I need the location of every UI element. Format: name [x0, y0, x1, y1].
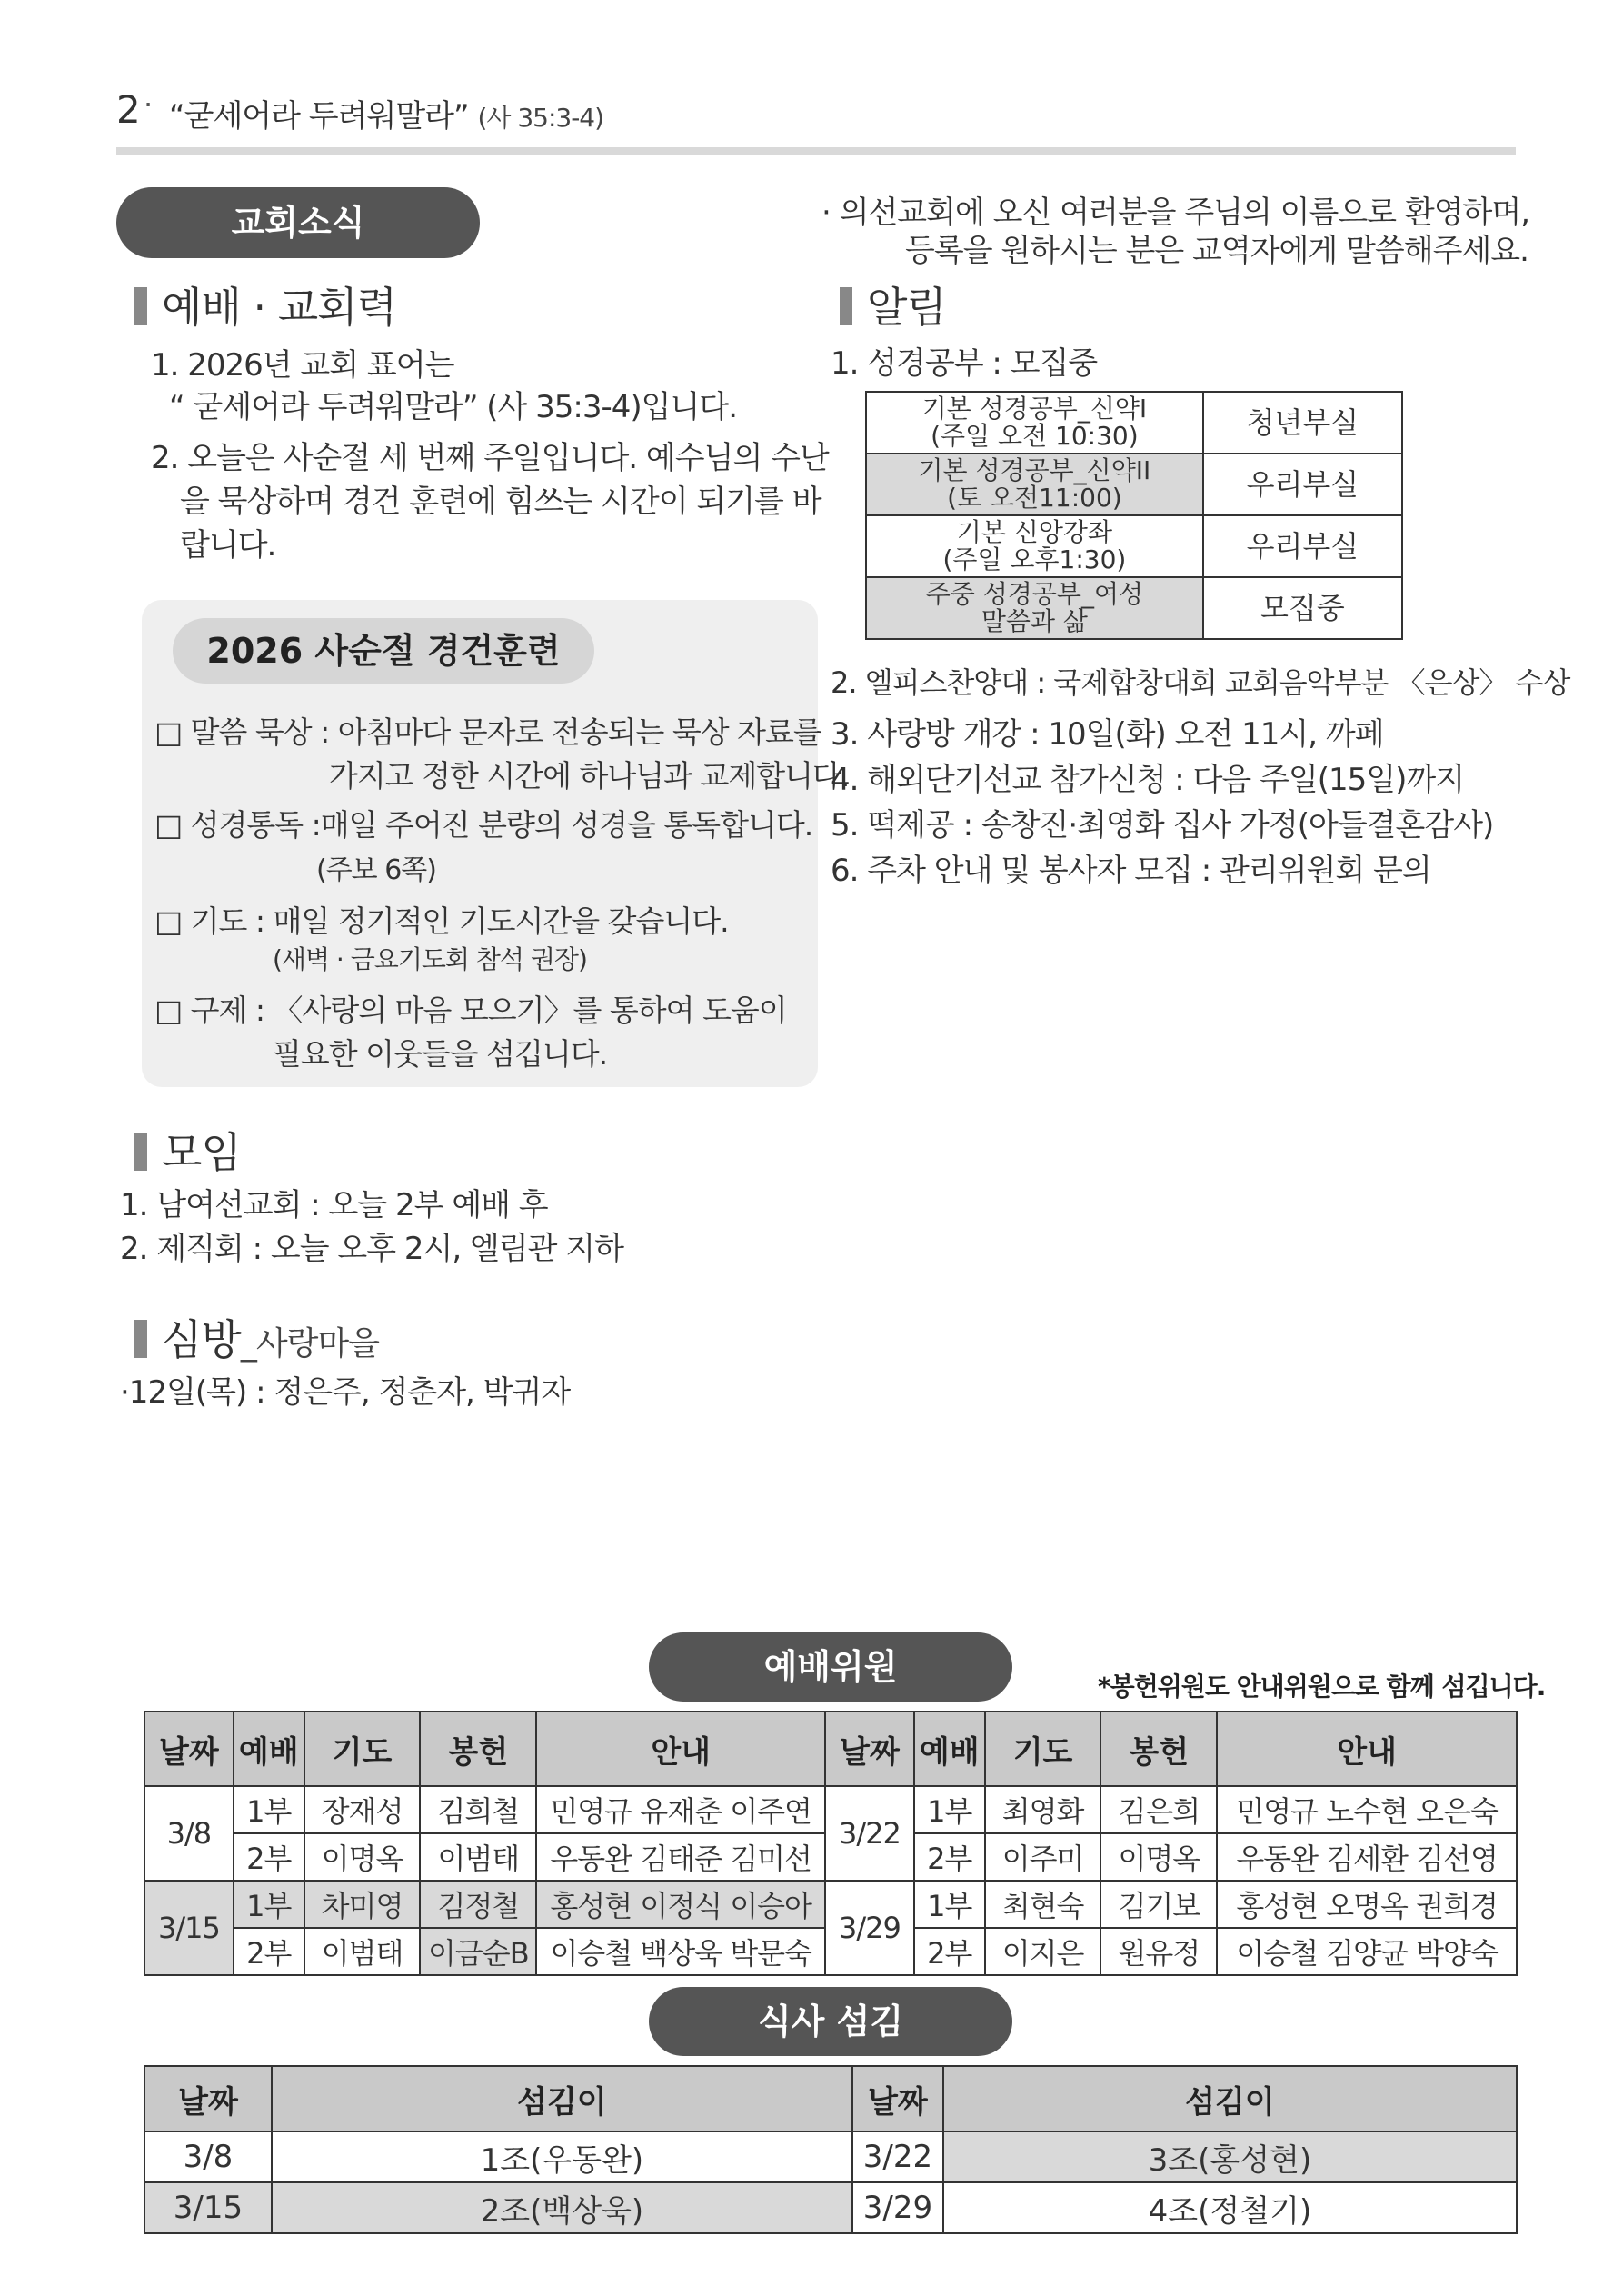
guide-cell: 민영규 유재춘 이주연	[536, 1786, 825, 1833]
heading-bar	[134, 1320, 147, 1358]
course-name: 기본 성경공부_신약II	[918, 455, 1151, 485]
motto-text: “굳세어라 두려워말라”	[169, 98, 469, 135]
column-header: 안내	[536, 1712, 825, 1786]
column-header: 안내	[1217, 1712, 1517, 1786]
worship-committee-table	[144, 1711, 1518, 1976]
table-header-row	[144, 1712, 1517, 1786]
course-time: (주일 오전 10:30)	[931, 421, 1139, 451]
study-place: 우리부실	[1203, 515, 1402, 577]
column-header: 봉헌	[420, 1712, 536, 1786]
service-cell: 2부	[914, 1928, 985, 1975]
service-cell: 1부	[234, 1786, 304, 1833]
offering-cell: 이명옥	[1100, 1833, 1217, 1881]
page-number: 2	[116, 87, 141, 132]
date-cell: 3/15	[144, 2182, 272, 2233]
notice-item2: 2. 엘피스찬양대 : 국제합창대회 교회음악부분 〈은상〉 수상	[831, 665, 1570, 700]
header-motto	[169, 91, 603, 135]
training-relief-line2: 필요한 이웃들을 섬깁니다.	[273, 1036, 608, 1072]
table-row	[144, 1786, 1517, 1833]
guide-cell: 이승철 김양균 박양숙	[1217, 1928, 1517, 1975]
column-header: 섬김이	[272, 2066, 852, 2131]
study-course	[866, 515, 1203, 577]
team-cell: 1조(우동완)	[272, 2131, 852, 2182]
training-relief-line1: □ 구제 : 〈사랑의 마음 모으기〉를 통하여 도움이	[154, 993, 787, 1028]
column-header: 기도	[985, 1712, 1101, 1786]
calendar-item2-line1: 2. 오늘은 사순절 세 번째 주일입니다. 예수님의 수난	[151, 440, 829, 476]
notices-heading	[840, 275, 946, 334]
table-row	[144, 2131, 1517, 2182]
heading-bar	[840, 287, 852, 325]
welcome-line2: 등록을 원하시는 분은 교역자에게 말씀해주세요.	[905, 233, 1528, 269]
header-divider	[116, 147, 1516, 155]
date-cell: 3/22	[852, 2131, 943, 2182]
study-course	[866, 392, 1203, 454]
worship-committee-note: *봉헌위원도 안내위원으로 함께 섬깁니다.	[1098, 1672, 1546, 1702]
guide-cell: 우동완 김태준 김미선	[536, 1833, 825, 1881]
training-bible-line2: (주보 6쪽)	[316, 854, 436, 886]
calendar-item2-line3: 랍니다.	[180, 527, 276, 564]
heading-bar	[134, 1133, 147, 1171]
course-time: (주일 오후1:30)	[942, 544, 1127, 574]
study-place: 청년부실	[1203, 392, 1402, 454]
prayer-cell: 이명옥	[304, 1833, 421, 1881]
training-word-line1: □ 말씀 묵상 : 아침마다 문자로 전송되는 묵상 자료를	[154, 714, 821, 750]
table-row	[866, 454, 1402, 515]
column-header: 예배	[914, 1712, 985, 1786]
heading-text: 모임	[162, 1128, 241, 1177]
column-header: 날짜	[144, 1712, 234, 1786]
visitation-item1: ·12일(목) : 정은주, 정춘자, 박귀자	[120, 1374, 571, 1411]
meal-service-title: 식사 섬김	[649, 1987, 1012, 2056]
heading-text: 알림	[867, 283, 946, 332]
training-prayer-line1: □ 기도 : 매일 정기적인 기도시간을 갖습니다.	[154, 903, 729, 939]
table-row	[144, 1881, 1517, 1928]
training-word-line2: 가지고 정한 시간에 하나님과 교제합니다.	[329, 758, 850, 794]
visitation-sub: _사랑마을	[240, 1325, 379, 1363]
study-course	[866, 577, 1203, 639]
heading-bar	[134, 287, 147, 325]
study-place: 우리부실	[1203, 454, 1402, 515]
service-cell: 2부	[234, 1833, 304, 1881]
training-bible-line1: □ 성경통독 :매일 주어진 분량의 성경을 통독합니다.	[154, 807, 813, 843]
study-course	[866, 454, 1203, 515]
date-cell: 3/22	[825, 1786, 914, 1881]
header-separator: ·	[144, 87, 154, 122]
team-cell: 3조(홍성현)	[943, 2131, 1517, 2182]
team-cell: 4조(정철기)	[943, 2182, 1517, 2233]
table-row	[866, 577, 1402, 639]
service-cell: 1부	[914, 1786, 985, 1833]
date-cell: 3/8	[144, 2131, 272, 2182]
motto-reference: (사 35:3-4)	[477, 103, 604, 133]
notice-item6: 6. 주차 안내 및 봉사자 모집 : 관리위원회 문의	[831, 853, 1431, 889]
calendar-item2-line2: 을 묵상하며 경건 훈련에 힘쓰는 시간이 되기를 바	[180, 484, 821, 520]
calendar-item1-line2: “ 굳세어라 두려워말라” (사 35:3-4)입니다.	[169, 389, 738, 425]
service-cell: 2부	[234, 1928, 304, 1975]
column-header: 봉헌	[1100, 1712, 1217, 1786]
table-row	[866, 515, 1402, 577]
table-header-row	[144, 2066, 1517, 2131]
offering-cell: 김정철	[420, 1881, 536, 1928]
guide-cell: 이승철 백상욱 박문숙	[536, 1928, 825, 1975]
worship-calendar-heading	[134, 275, 396, 334]
service-cell: 1부	[914, 1881, 985, 1928]
column-header: 예배	[234, 1712, 304, 1786]
offering-cell: 김희철	[420, 1786, 536, 1833]
course-name: 기본 신앙강좌	[956, 517, 1112, 547]
training-prayer-line2: (새벽 · 금요기도회 참석 권장)	[273, 944, 587, 974]
offering-cell: 원유정	[1100, 1928, 1217, 1975]
column-header: 날짜	[825, 1712, 914, 1786]
date-cell: 3/29	[852, 2182, 943, 2233]
prayer-cell: 최현숙	[985, 1881, 1101, 1928]
study-table	[865, 391, 1403, 640]
course-name: 주중 성경공부_여성	[925, 579, 1144, 609]
visitation-heading	[134, 1307, 379, 1367]
study-place: 모집중	[1203, 577, 1402, 639]
notice-item5: 5. 떡제공 : 송창진·최영화 집사 가정(아들결혼감사)	[831, 807, 1494, 844]
notice-item1: 1. 성경공부 : 모집중	[831, 345, 1098, 382]
lent-training-title: 2026 사순절 경건훈련	[173, 618, 594, 684]
guide-cell: 민영규 노수현 오은숙	[1217, 1786, 1517, 1833]
column-header: 날짜	[852, 2066, 943, 2131]
column-header: 기도	[304, 1712, 421, 1786]
course-name: 기본 성경공부_신약I	[921, 394, 1148, 424]
guide-cell: 홍성현 오명옥 권희경	[1217, 1881, 1517, 1928]
service-cell: 2부	[914, 1833, 985, 1881]
worship-committee-title: 예배위원	[649, 1632, 1012, 1702]
table-row	[144, 2182, 1517, 2233]
prayer-cell: 이지은	[985, 1928, 1101, 1975]
offering-cell: 김은희	[1100, 1786, 1217, 1833]
prayer-cell: 이주미	[985, 1833, 1101, 1881]
offering-cell: 김기보	[1100, 1881, 1217, 1928]
notice-item4: 4. 해외단기선교 참가신청 : 다음 주일(15일)까지	[831, 762, 1465, 798]
calendar-item1-line1: 1. 2026년 교회 표어는	[151, 347, 454, 384]
table-row	[866, 392, 1402, 454]
course-time: 말씀과 삶	[981, 606, 1088, 636]
column-header: 날짜	[144, 2066, 272, 2131]
guide-cell: 우동완 김세환 김선영	[1217, 1833, 1517, 1881]
meeting-item2: 2. 제직회 : 오늘 오후 2시, 엘림관 지하	[120, 1231, 623, 1267]
prayer-cell: 이범태	[304, 1928, 421, 1975]
guide-cell: 홍성현 이정식 이승아	[536, 1881, 825, 1928]
course-time: (토 오전11:00)	[947, 483, 1122, 513]
date-cell: 3/8	[144, 1786, 234, 1881]
prayer-cell: 최영화	[985, 1786, 1101, 1833]
church-news-title: 교회소식	[116, 187, 480, 258]
offering-cell: 이금순B	[420, 1928, 536, 1975]
meeting-heading	[134, 1120, 241, 1180]
team-cell: 2조(백상욱)	[272, 2182, 852, 2233]
prayer-cell: 장재성	[304, 1786, 421, 1833]
welcome-line1: · 의선교회에 오신 여러분을 주님의 이름으로 환영하며,	[821, 195, 1530, 231]
offering-cell: 이범태	[420, 1833, 536, 1881]
meal-service-table	[144, 2065, 1518, 2234]
date-cell: 3/29	[825, 1881, 914, 1975]
column-header: 섬김이	[943, 2066, 1517, 2131]
heading-text: 심방	[162, 1315, 241, 1364]
meeting-item1: 1. 남여선교회 : 오늘 2부 예배 후	[120, 1187, 548, 1223]
prayer-cell: 차미영	[304, 1881, 421, 1928]
service-cell: 1부	[234, 1881, 304, 1928]
notice-item3: 3. 사랑방 개강 : 10일(화) 오전 11시, 까페	[831, 716, 1384, 753]
heading-text: 예배 · 교회력	[162, 283, 397, 332]
date-cell: 3/15	[144, 1881, 234, 1975]
